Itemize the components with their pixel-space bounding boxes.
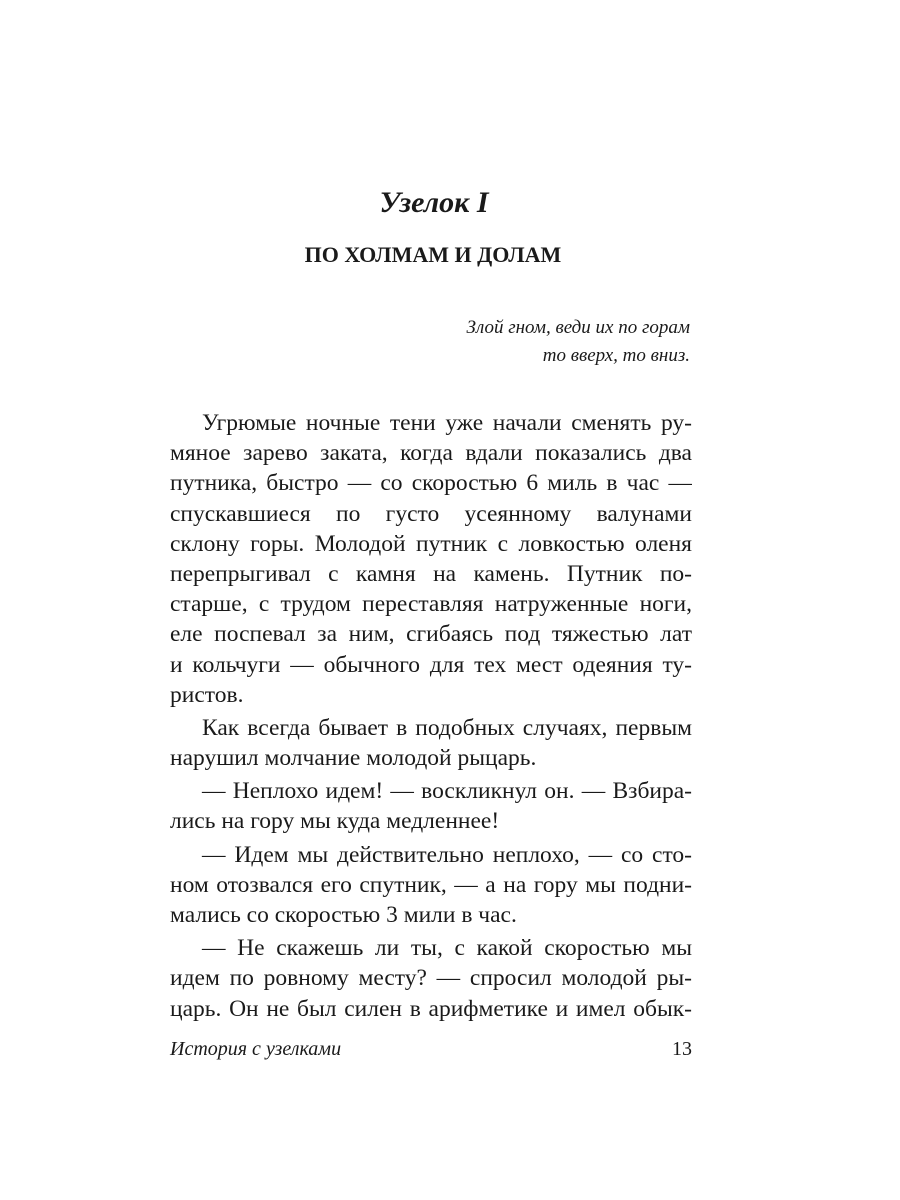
text-line: мяное зарево заката, когда вдали показались два (170, 440, 692, 467)
body-text (170, 408, 692, 1024)
text-line: нарушил молчание молодой рыцарь. (170, 745, 537, 772)
paragraph (170, 933, 692, 1024)
text-line: путника, быстро — со скоростью 6 миль в час — (170, 470, 692, 497)
paragraph (170, 840, 692, 931)
epigraph-line: то вверх, то вниз. (542, 345, 690, 366)
paragraph (170, 713, 692, 773)
text-line: царь. Он не был силен в арифметике и имел обык- (170, 995, 692, 1022)
text-line: еле поспевал за ним, сгибаясь под тяжестью лат (170, 621, 692, 648)
paragraph (170, 408, 692, 710)
epigraph-line: Злой гном, веди их по горам (466, 317, 690, 338)
text-line: мались со скоростью 3 мили в час. (170, 902, 517, 928)
text-line: перепрыгивал с камня на камень. Путник по- (170, 560, 692, 587)
text-line: Как всегда бывает в подобных случаях, первым (202, 714, 692, 741)
text-line: — Неплохо идем! — воскликнул он. — Взбира- (202, 778, 692, 805)
text-line: — Идем мы действительно неплохо, — со сто- (202, 841, 692, 868)
running-title: История с узелками (170, 1038, 342, 1060)
text-line: ристов. (170, 681, 244, 708)
text-line: склону горы. Молодой путник с ловкостью оленя (170, 530, 692, 557)
paragraph (170, 776, 692, 836)
text-line: ном отозвался его спутник, — а на гору мы подни- (170, 871, 692, 898)
text-line: и кольчуги — обычного для тех мест одеяния ту- (170, 651, 692, 678)
chapter-label: Узелок I (379, 186, 489, 219)
text-line: Угрюмые ночные тени уже начали сменять ру- (202, 410, 692, 436)
page-number: 13 (672, 1038, 692, 1060)
text-line: спускавшиеся по густо усеянному валунами (170, 500, 692, 527)
chapter-title: ПО ХОЛМАМ И ДОЛАМ (304, 242, 562, 267)
text-line: идем по ровному месту? — спросил молодой ры- (170, 965, 692, 992)
text-line: старше, с трудом переставляя натруженные ноги, (170, 591, 692, 618)
epigraph (467, 314, 690, 370)
text-line: — Не скажешь ли ты, с какой скоростью мы (202, 935, 692, 962)
text-line: лись на гору мы куда медленнее! (170, 808, 500, 835)
